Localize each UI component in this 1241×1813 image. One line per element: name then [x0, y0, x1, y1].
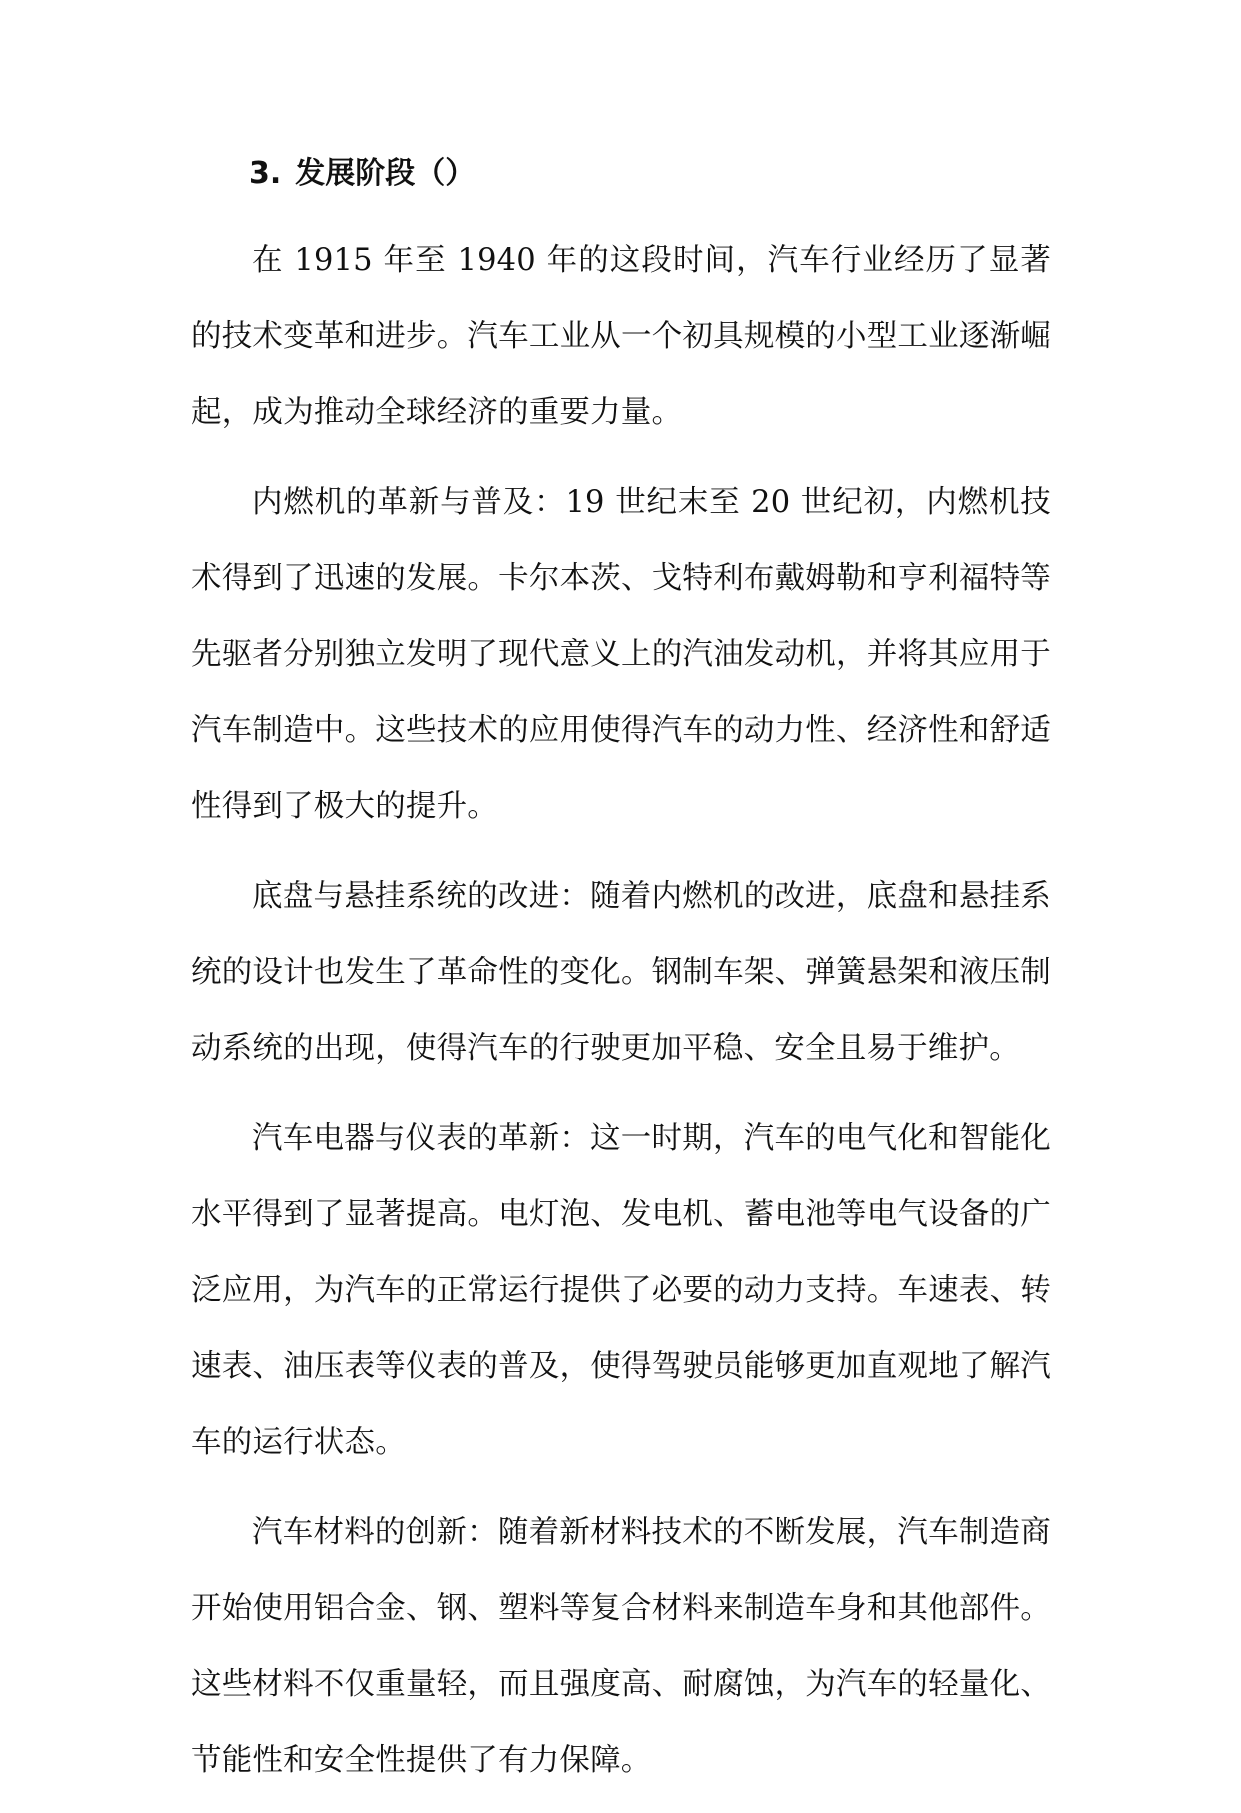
- paragraph-engine: 内燃机的革新与普及：19 世纪末至 20 世纪初，内燃机技术得到了迅速的发展。卡尔本茨、戈特利布戴姆勒和亨利福特等先驱者分别独立发明了现代意义上的汽油发动机，并将其应用于汽车制造中。这些技术的应用使得汽车的动力性、经济性和舒适性得到了极大的提升。: [191, 485, 1051, 824]
- paragraph-chassis: 底盘与悬挂系统的改进：随着内燃机的改进，底盘和悬挂系统的设计也发生了革命性的变化。钢制车架、弹簧悬架和液压制动系统的出现，使得汽车的行驶更加平稳、安全且易于维护。: [191, 879, 1051, 1066]
- document-body: [191, 145, 1051, 1813]
- paragraph-electrical: 汽车电器与仪表的革新：这一时期，汽车的电气化和智能化水平得到了显著提高。电灯泡、发电机、蓄电池等电气设备的广泛应用，为汽车的正常运行提供了必要的动力支持。车速表、转速表、油压表等仪表的普及，使得驾驶员能够更加直观地了解汽车的运行状态。: [191, 1121, 1051, 1460]
- paragraph-intro: 在 1915 年至 1940 年的这段时间，汽车行业经历了显著的技术变革和进步。汽车工业从一个初具规模的小型工业逐渐崛起，成为推动全球经济的重要力量。: [191, 243, 1051, 430]
- section-heading: [191, 145, 1051, 203]
- section-number: 3.: [249, 156, 282, 191]
- paragraph-materials: 汽车材料的创新：随着新材料技术的不断发展，汽车制造商开始使用铝合金、钢、塑料等复合材料来制造车身和其他部件。这些材料不仅重量轻，而且强度高、耐腐蚀，为汽车的轻量化、节能性和安全性提供了有力保障。: [191, 1515, 1051, 1778]
- section-title: 发展阶段（）: [295, 156, 476, 191]
